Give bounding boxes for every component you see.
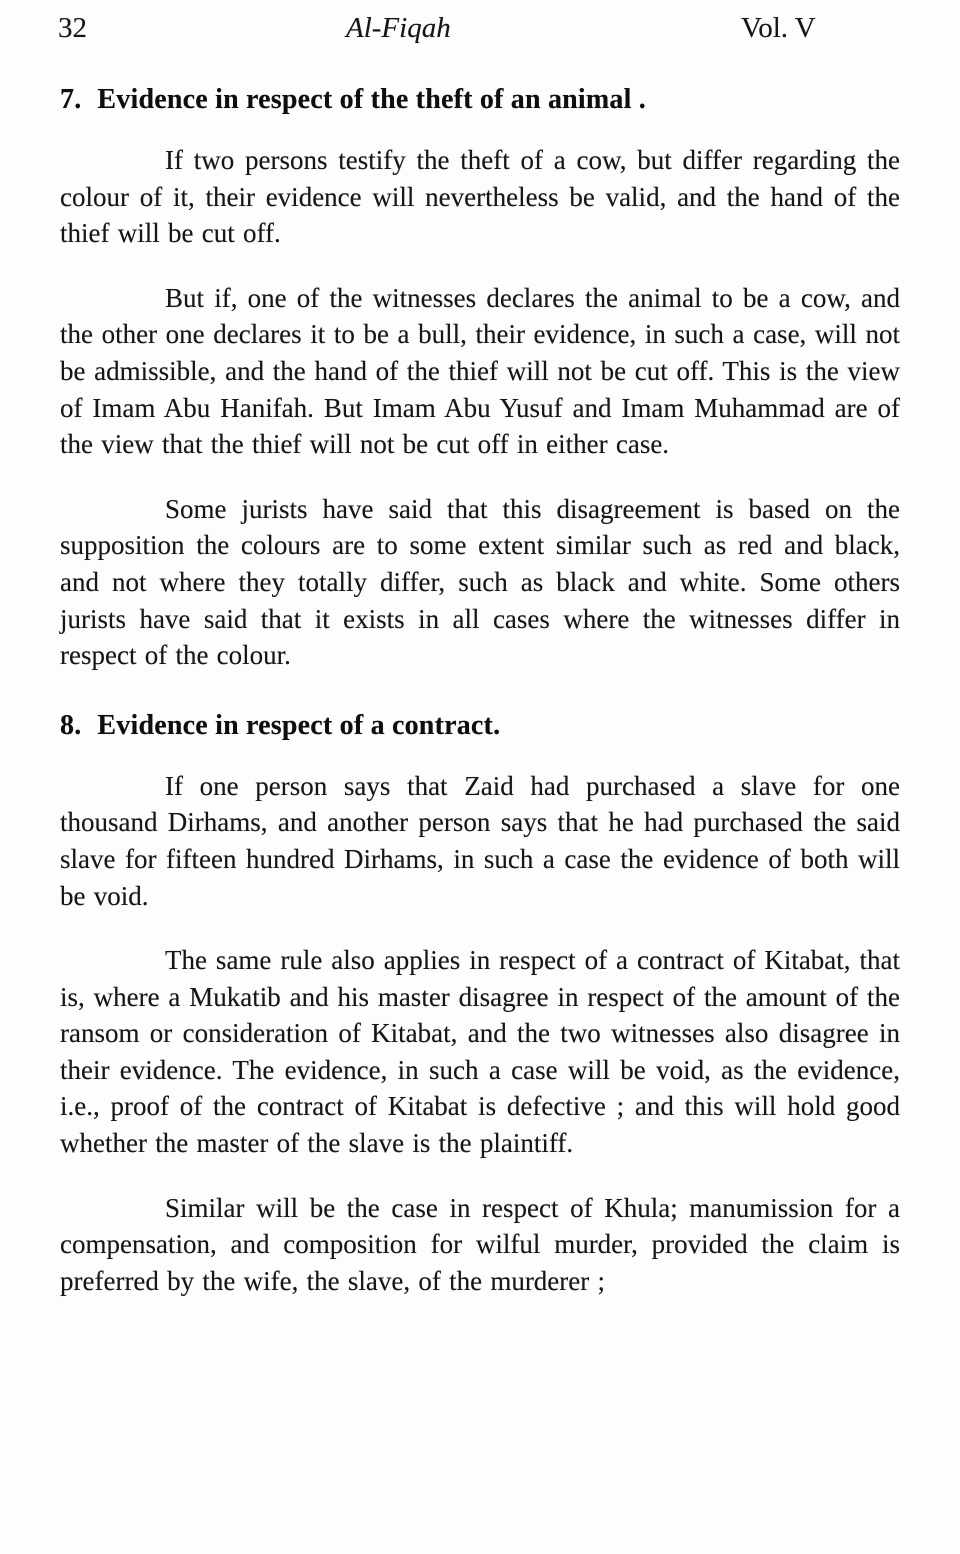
section-7-title: Evidence in respect of the theft of an animal . xyxy=(97,84,647,115)
section-7-number: 7. xyxy=(60,84,82,115)
page-number: 32 xyxy=(58,12,87,44)
volume-label: Vol. V xyxy=(741,12,816,44)
section-7-paragraph-3: Some jurists have said that this disagreement is based on the supposition the colours are to some extent similar such as red and black, and not where they totally differ, such as black and white. Some others jurists have said that it exists in all cases where the witnesses differ in respect of the colour. xyxy=(60,493,900,671)
section-7-paragraph-1: If two persons testify the theft of a cow, but differ regarding the colour of it, their evidence will nevertheless be valid, and the hand of the thief will be cut off. xyxy=(60,145,900,249)
book-title: Al-Fiqah xyxy=(346,12,451,44)
section-heading-8 xyxy=(60,708,900,744)
section-8-paragraph-3: Similar will be the case in respect of Khula; manumission for a compensation, and composition for wilful murder, provided the claim is preferred by the wife, the slave, of the murderer ; xyxy=(60,1192,900,1296)
section-7-paragraph-2: But if, one of the witnesses declares the animal to be a cow, and the other one declares it to be a bull, their evidence, in such a case, will not be admissible, and the hand of the thief will not be cut off. This is the view of Imam Abu Hanifah. But Imam Abu Yusuf and Imam Muhammad are of the view that the thief will not be cut off in either case. xyxy=(60,282,900,460)
section-heading-7 xyxy=(60,82,900,118)
section-8-paragraph-2: The same rule also applies in respect of a contract of Kitabat, that is, where a Mukatib and his master disagree in respect of the amount of the ransom or consideration of Kitabat, and the two witnesses also disagree in their evidence. The evidence, in such a case will be void, as the evidence, i.e., proof of the contract of Kitabat is defective ; and this will hold good whether the master of the slave is the plaintiff. xyxy=(60,945,900,1159)
section-8-paragraph-1: If one person says that Zaid had purchased a slave for one thousand Dirhams, and another person says that he had purchased the said slave for fifteen hundred Dirhams, in such a case the evidence of both will be void. xyxy=(60,770,900,911)
running-header xyxy=(0,8,960,48)
section-8-title: Evidence in respect of a contract. xyxy=(97,709,501,741)
section-8-number: 8. xyxy=(60,709,82,741)
page-content xyxy=(60,82,900,1299)
